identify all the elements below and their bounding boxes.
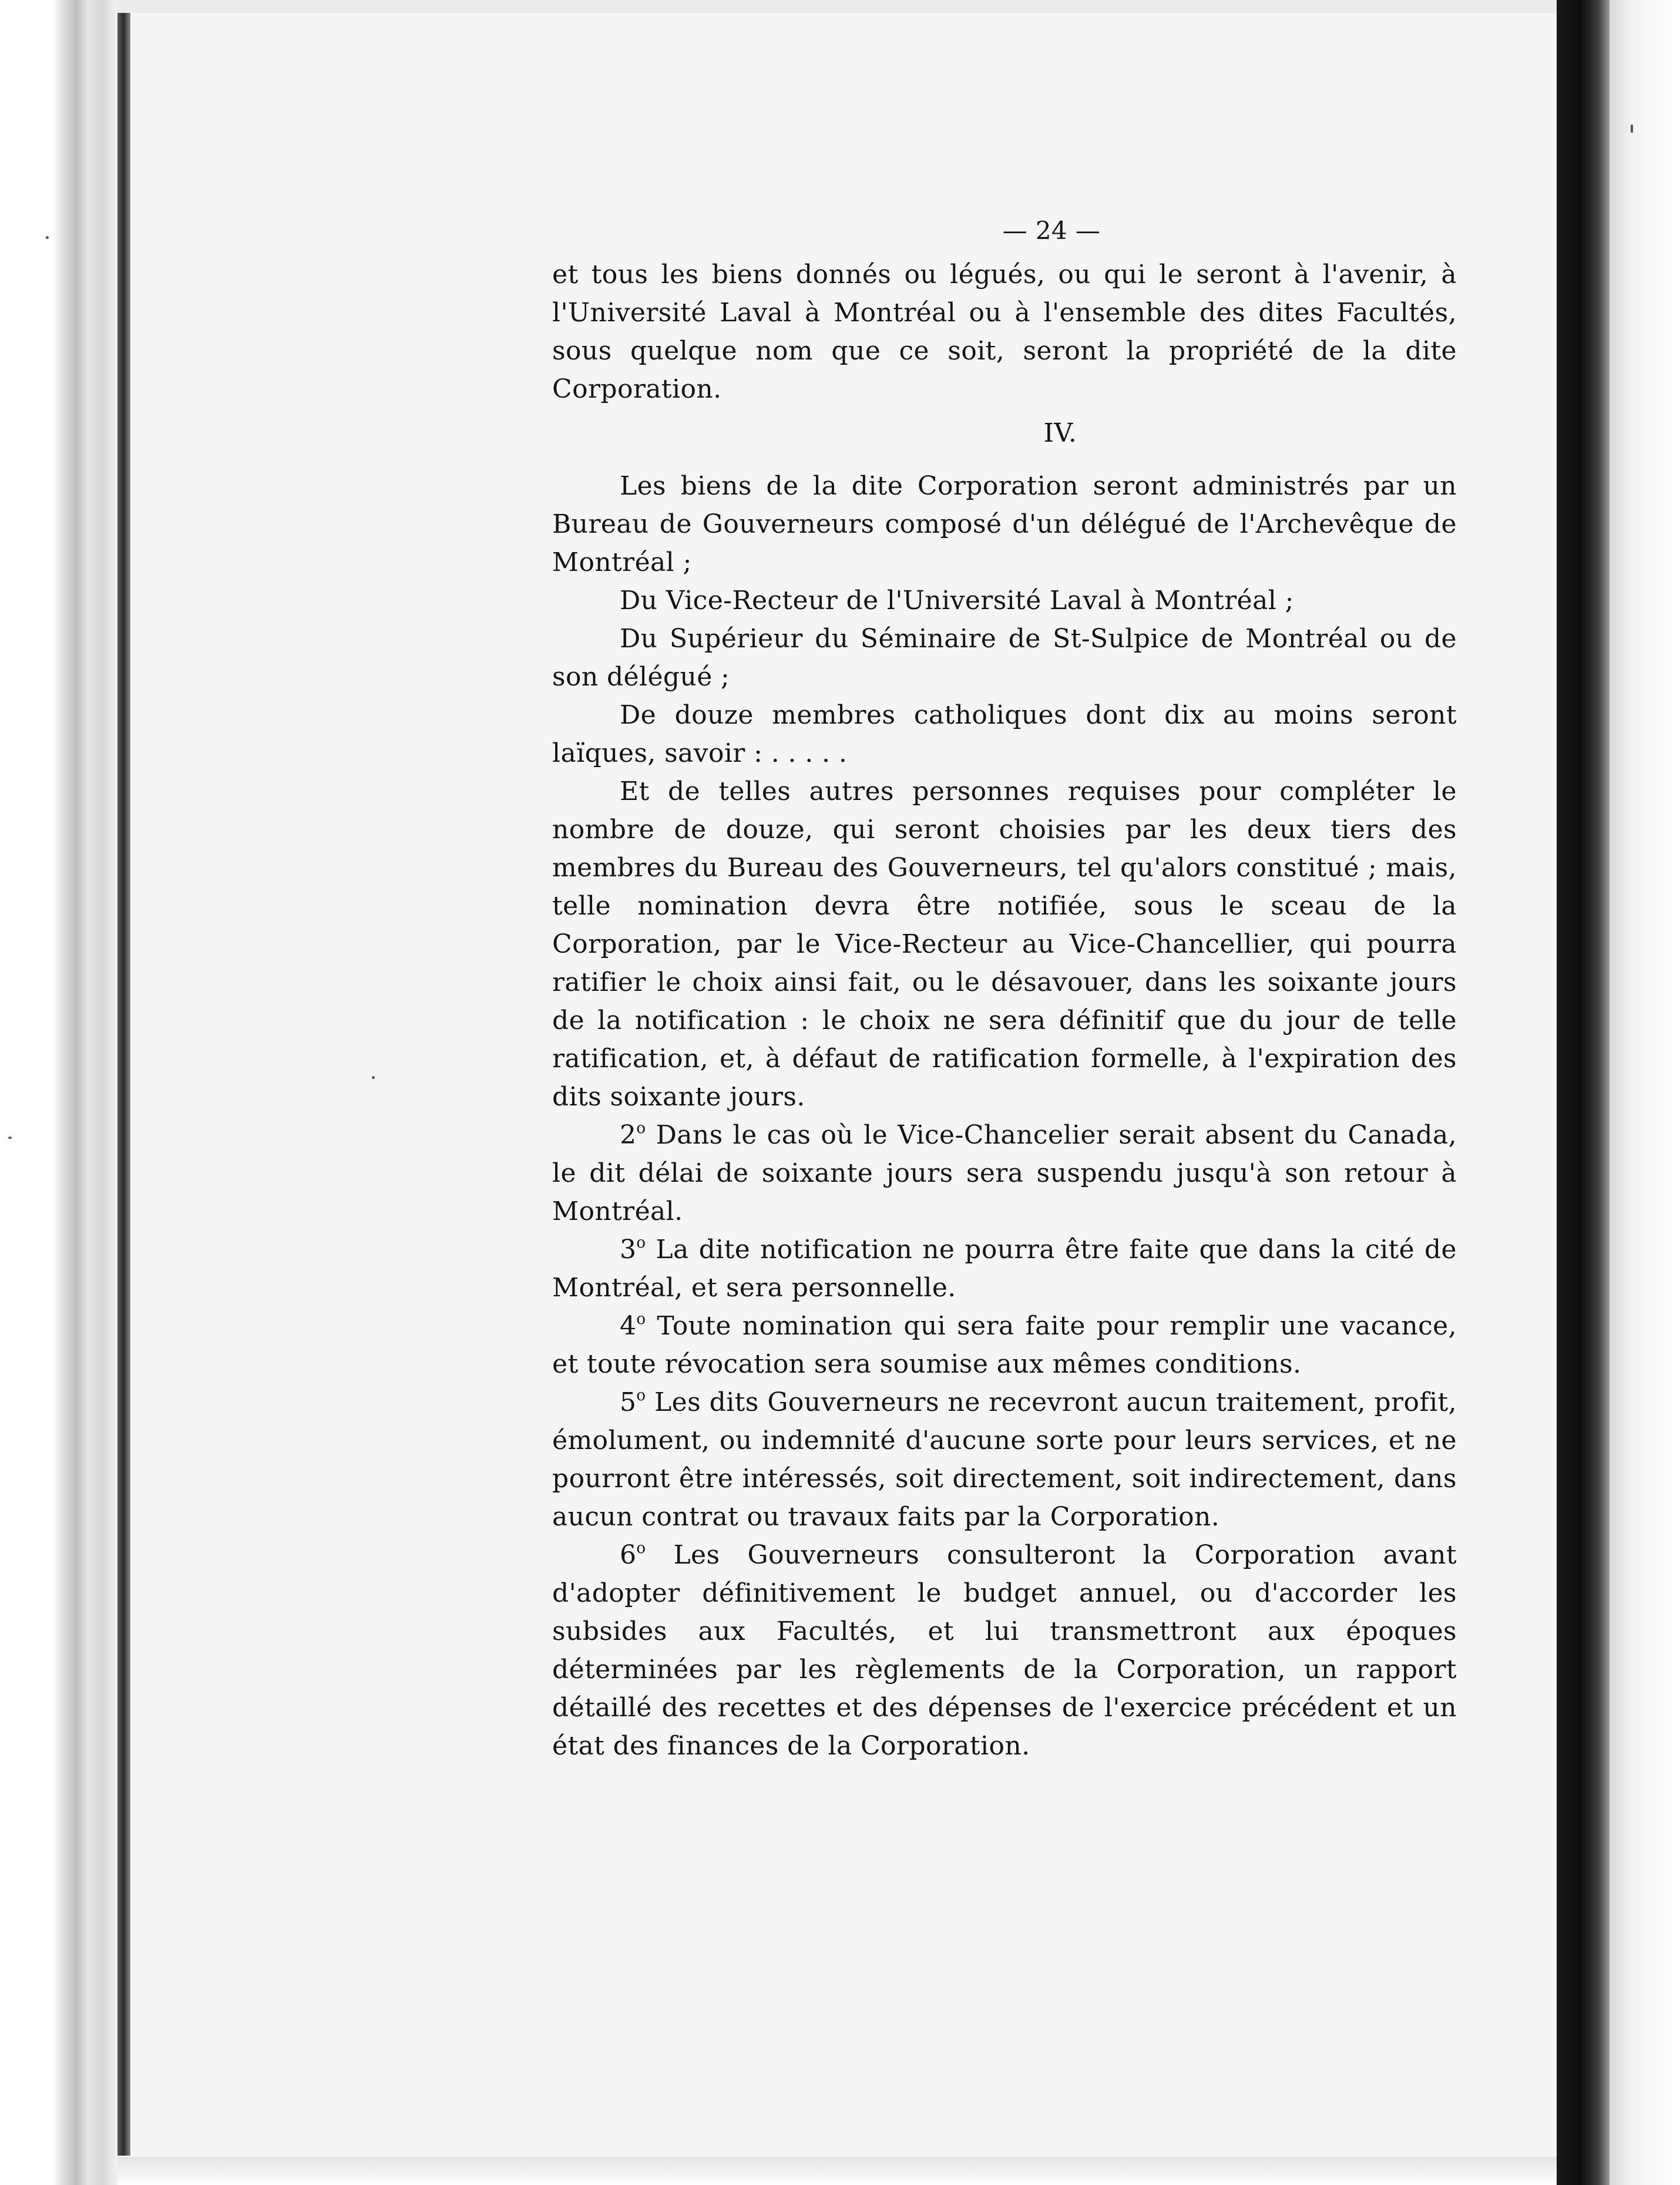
ordinal-marker: o xyxy=(636,1310,646,1328)
article-paragraph xyxy=(552,1116,1457,1231)
paragraph-number: 4 xyxy=(620,1311,637,1341)
ordinal-marker: o xyxy=(636,1234,646,1252)
paragraph-text: Les Gouverneurs consulteront la Corporation avant d'adopter définitivement le budget annuel, ou d'accorder les subsides aux Facultés, et lui transmettront aux époques déterminées par les règlements de la Corporation, un rapport détaillé des recettes et des dépenses de l'exercice précédent et un état des finances de la Corporation. xyxy=(552,1540,1457,1761)
article-paragraphs xyxy=(552,467,1457,1765)
paragraph-text: Les biens de la dite Corporation seront administrés par un Bureau de Gouverneurs composé d'un délégué de l'Archevêque de Montréal ; xyxy=(552,471,1457,577)
page-text-block xyxy=(552,211,1457,1765)
paragraph-text: De douze membres catholiques dont dix au moins seront laïques, savoir : . . . . . xyxy=(552,700,1457,768)
paragraph-text: Du Vice-Recteur de l'Université Laval à Montréal ; xyxy=(620,586,1294,616)
book-gutter xyxy=(1557,0,1610,2185)
article-paragraph xyxy=(552,1307,1457,1383)
scan-bottom-edge xyxy=(117,2157,1557,2185)
paragraph-number: 5 xyxy=(620,1387,637,1417)
facing-page-edge xyxy=(1610,0,1680,2185)
page-number: — 24 — xyxy=(1002,216,1101,245)
article-paragraph xyxy=(552,1231,1457,1307)
paragraph-text: Les dits Gouverneurs ne recevront aucun traitement, profit, émolument, ou indemnité d'aucune sorte pour leurs services, et ne pourront être intéressés, soit directement, soit indirectement, dans aucun contrat ou travaux faits par la Corporation. xyxy=(552,1387,1457,1532)
scan-left-edge xyxy=(0,0,135,2185)
paragraph-text: La dite notification ne pourra être faite que dans la cité de Montréal, et sera personnelle. xyxy=(552,1235,1457,1303)
article-paragraph xyxy=(552,1383,1457,1536)
article-paragraph xyxy=(552,581,1457,620)
article-paragraph xyxy=(552,772,1457,1116)
ordinal-marker: o xyxy=(636,1539,646,1557)
scan-speck xyxy=(8,1137,12,1139)
scan-speck xyxy=(46,236,49,239)
scan-speck xyxy=(1631,125,1633,133)
ordinal-marker: o xyxy=(636,1120,646,1137)
article-paragraph xyxy=(552,620,1457,696)
paragraph-text: Du Supérieur du Séminaire de St-Sulpice de Montréal ou de son délégué ; xyxy=(552,624,1457,692)
section-heading: IV. xyxy=(1043,418,1077,448)
article-paragraph xyxy=(552,467,1457,581)
paragraph-number: 3 xyxy=(620,1235,637,1265)
paragraph-number: 6 xyxy=(620,1540,637,1570)
paragraph-text: Toute nomination qui sera faite pour remplir une vacance, et toute révocation sera soumise aux mêmes conditions. xyxy=(552,1311,1457,1379)
scan-top-edge xyxy=(117,0,1574,13)
article-paragraph xyxy=(552,1536,1457,1765)
paragraph-number: 2 xyxy=(620,1120,637,1150)
paragraph-text: Dans le cas où le Vice-Chancelier serait absent du Canada, le dit délai de soixante jours sera suspendu jusqu'à son retour à Montréal. xyxy=(552,1120,1457,1226)
paragraph-text: Et de telles autres personnes requises pour compléter le nombre de douze, qui seront choisies par les deux tiers des membres du Bureau des Gouverneurs, tel qu'alors constitué ; mais, telle nomination devra être notifiée, sous le sceau de la Corporation, par le Vice-Recteur au Vice-Chancellier, qui pourra ratifier le choix ainsi fait, ou le désavouer, dans les soixante jours de la notification : le choix ne sera définitif que du jour de telle ratification, et, à défaut de ratification formelle, à l'expiration des dits soixante jours. xyxy=(552,776,1457,1112)
scan-speck xyxy=(372,1076,375,1079)
article-paragraph xyxy=(552,696,1457,772)
intro-paragraph: et tous les biens donnés ou légués, ou qui le seront à l'avenir, à l'Université Laval à Montréal ou à l'ensemble des dites Facultés, sous quelque nom que ce soit, seront la propriété de la dite Corporation. xyxy=(552,260,1457,404)
ordinal-marker: o xyxy=(636,1387,646,1404)
